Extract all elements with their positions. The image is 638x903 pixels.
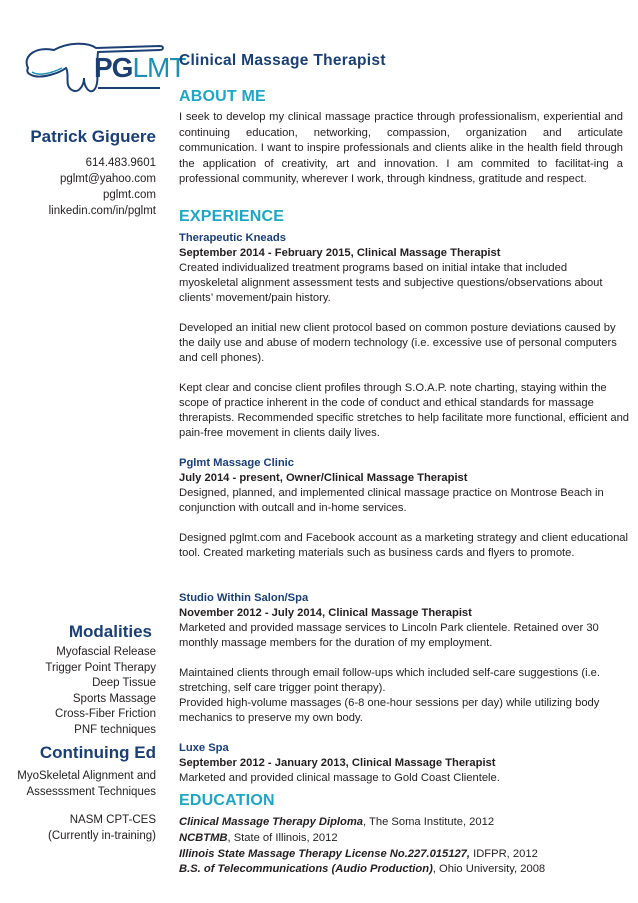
job-description: Kept clear and concise client profiles through S.O.A.P. note charting, staying within the scope of practice inherent in the code of conduct and ethical standards for massage threrapists. Recommended specific stretches to help facilitate more functional, efficient and pain-free movement in clients daily lives. — [179, 382, 630, 439]
continuing-ed-block — [17, 743, 156, 844]
job-description: Designed pglmt.com and Facebook account as a marketing strategy and client educational tool. Created marketing materials such as business cards and flyers to promote. — [179, 532, 629, 559]
continuing-ed-heading: Continuing Ed — [39, 743, 156, 762]
modality-item: Deep Tissue — [92, 677, 156, 689]
continuing-ed-item: NASM CPT-CES — [69, 814, 156, 826]
modality-item: Sports Massage — [72, 692, 156, 705]
job-dates: September 2014 - February 2015, Clinical Massage Therapist — [179, 247, 501, 259]
job-dates: July 2014 - present, Owner/Clinical Massage Therapist — [179, 472, 468, 484]
logo — [18, 38, 186, 100]
continuing-ed-item: Assesssment Techniques — [26, 785, 156, 798]
education-item — [179, 862, 629, 878]
employer-name: Therapeutic Kneads — [179, 232, 286, 244]
education-detail: , State of Illinois, 2012 — [227, 831, 338, 844]
education-title: B.S. of Telecommunications (Audio Production) — [179, 863, 433, 876]
job-entry — [179, 591, 629, 726]
email-link[interactable]: pglmt@yahoo.com — [59, 173, 156, 185]
education-title: Illinois State Massage Therapy License No.227.015127, — [179, 847, 471, 860]
education-title: NCBTMB — [179, 831, 228, 844]
job-description: Marketed and provided clinical massage to Gold Coast Clientele. — [179, 772, 500, 784]
job-description: Marketed and provided massage services to Lincoln Park clientele. Retained over 30 monthly massage members for the duration of my employment. — [179, 622, 599, 649]
job-dates: November 2012 - July 2014, Clinical Massage Therapist — [179, 607, 472, 619]
job-description: Created individualized treatment programs based on initial intake that included myoskeletal alignment assessment tests and subjective questions/observations about clients’ movement/pain history. — [179, 262, 603, 304]
job-dates: September 2012 - January 2013, Clinical Massage Therapist — [179, 757, 496, 769]
job-entry — [179, 231, 629, 441]
experience-heading: EXPERIENCE — [179, 208, 285, 225]
phone: 614.483.9601 — [85, 157, 156, 169]
person-name: Patrick Giguere — [30, 127, 156, 146]
modalities-block — [45, 622, 156, 738]
about-text: I seek to develop my clinical massage practice through professionalism, experiential and continuing education, networking, compassion, organization and articulate communication. I want to inspire professionals and clients alike in the health field through the application of creativity, art and innovation. I am commited to facilitat-ing a professional community, wherever I work, through kindness, gratitude and respect. — [179, 111, 623, 185]
education-detail: , Ohio University, 2008 — [432, 863, 546, 876]
logo-pg: PG — [94, 52, 133, 83]
job-description: Designed, planned, and implemented clinical massage practice on Montrose Beach in conjunction with outcall and in-home services. — [179, 487, 604, 514]
modality-item: Cross-Fiber Friction — [55, 708, 156, 720]
modality-item: Myofascial Release — [56, 646, 156, 658]
job-entry — [179, 456, 629, 561]
education-item — [179, 815, 629, 831]
modalities-heading: Modalities — [68, 622, 152, 641]
continuing-ed-item: MyoSkeletal Alignment and — [17, 770, 156, 782]
education-item — [179, 831, 629, 847]
modality-item: PNF techniques — [74, 723, 156, 736]
employer-name: Luxe Spa — [179, 742, 229, 754]
modality-item: Trigger Point Therapy — [45, 661, 156, 674]
logo-lmt: LMT — [132, 52, 186, 83]
website-link[interactable]: pglmt.com — [102, 189, 156, 201]
education-list — [179, 815, 629, 878]
linkedin-link[interactable]: linkedin.com/in/pglmt — [48, 205, 156, 217]
employer-name: Studio Within Salon/Spa — [179, 592, 309, 604]
employer-name: Pglmt Massage Clinic — [179, 457, 295, 469]
education-detail: IDFPR, 2012 — [470, 847, 538, 860]
job-entry — [179, 741, 629, 786]
contact-block — [30, 127, 156, 219]
education-detail: , The Soma Institute, 2012 — [363, 816, 495, 828]
job-description: Maintained clients through email follow-ups which included self-care suggestions (i.e. stretching, self care trigger point therapy). — [179, 667, 600, 694]
about-heading: ABOUT ME — [179, 88, 266, 105]
education-title: Clinical Massage Therapy Diploma — [179, 816, 364, 828]
job-title: Clinical Massage Therapist — [179, 52, 386, 69]
job-description: Developed an initial new client protocol based on common posture deviations caused by the daily use and abuse of modern technology (i.e. excessive use of personal computers and cell phones). — [179, 322, 617, 364]
job-description: Provided high-volume massages (6-8 one-hour sessions per day) while utilizing body mechanics to preserve my own body. — [179, 697, 600, 724]
education-heading: EDUCATION — [179, 792, 275, 809]
continuing-ed-item: (Currently in-training) — [47, 829, 156, 842]
education-item — [179, 847, 629, 863]
